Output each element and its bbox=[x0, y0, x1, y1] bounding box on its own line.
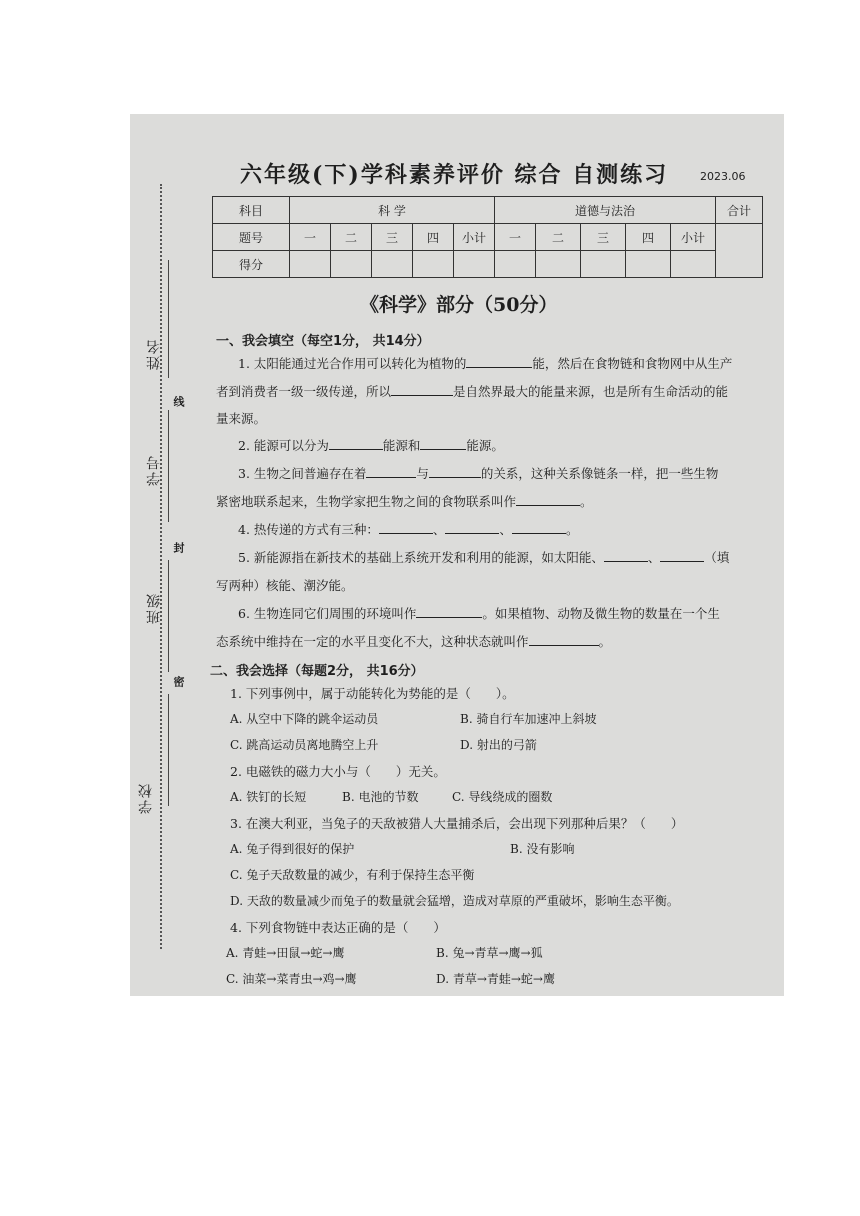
question-label-cell: 题号 bbox=[213, 224, 290, 251]
score-input-cell[interactable] bbox=[671, 251, 716, 278]
moral-q3-cell: 三 bbox=[581, 224, 626, 251]
option-a[interactable]: A. 铁钉的长短 bbox=[230, 790, 307, 804]
option-b[interactable]: B. 兔→青草→鹰→狐 bbox=[436, 946, 543, 960]
option-c[interactable]: C. 跳高运动员离地腾空上升 bbox=[230, 738, 379, 752]
question-1: 1. 太阳能通过光合作用可以转化为植物的 能，然后在食物链和食物网中从生产 bbox=[238, 356, 733, 371]
moral-q2-cell: 二 bbox=[536, 224, 581, 251]
choice-question-4: 4. 下列食物链中表达正确的是（ ） bbox=[230, 920, 446, 935]
seal-line-mark: 线 bbox=[172, 396, 185, 407]
choice-question-1: 1. 下列事例中，属于动能转化为势能的是（ ）。 bbox=[230, 686, 515, 701]
answer-blank[interactable] bbox=[660, 549, 704, 562]
question-3: 3. 生物之间普遍存在着 与 的关系，这种关系像链条一样，把一些生物 bbox=[238, 466, 719, 481]
moral-subtotal-cell: 小计 bbox=[671, 224, 716, 251]
school-field-line[interactable] bbox=[168, 694, 169, 806]
question-5: 5. 新能源指在新技术的基础上系统开发和利用的能源，如太阳能、 、 （填 bbox=[238, 550, 730, 565]
score-input-cell[interactable] bbox=[372, 251, 413, 278]
seal-feng-mark: 封 bbox=[172, 542, 185, 553]
science-cell: 科 学 bbox=[290, 197, 495, 224]
option-d[interactable]: D. 天敌的数量减少而兔子的数量就会猛增，造成对草原的严重破坏，影响生态平衡。 bbox=[230, 894, 679, 908]
question-6-cont: 态系统中维持在一定的水平且变化不大，这种状态就叫作 。 bbox=[216, 634, 612, 649]
question-1-cont: 者到消费者一级一级传递，所以 是自然界最大的能量来源，也是所有生命活动的能 bbox=[216, 384, 729, 399]
part1-heading: 一、我会填空（每空1分， 共14分） bbox=[216, 334, 430, 349]
question-4: 4. 热传递的方式有三种： 、 、 。 bbox=[238, 522, 579, 537]
option-b[interactable]: B. 电池的节数 bbox=[342, 790, 419, 804]
question-3-cont: 紧密地联系起来，生物学家把生物之间的食物联系叫作 。 bbox=[216, 494, 593, 509]
choice-question-2: 2. 电磁铁的磁力大小与（ ）无关。 bbox=[230, 764, 446, 779]
answer-blank[interactable] bbox=[416, 605, 482, 618]
sci-q3-cell: 三 bbox=[372, 224, 413, 251]
answer-blank[interactable] bbox=[466, 355, 532, 368]
answer-blank[interactable] bbox=[379, 521, 433, 534]
class-field-line[interactable] bbox=[168, 560, 169, 672]
seal-mi-mark: 密 bbox=[172, 676, 185, 687]
exam-title: 六年级(下)学科素养评价 综合 自测练习 bbox=[240, 162, 669, 188]
score-table-row bbox=[213, 251, 763, 278]
answer-blank[interactable] bbox=[366, 465, 416, 478]
score-input-cell[interactable] bbox=[581, 251, 626, 278]
option-c[interactable]: C. 兔子天敌数量的减少，有利于保持生态平衡 bbox=[230, 868, 475, 882]
question-2: 2. 能源可以分为 能源和 能源。 bbox=[238, 438, 504, 453]
school-label: 学校 bbox=[138, 782, 154, 814]
sci-q4-cell: 四 bbox=[413, 224, 454, 251]
name-field-line[interactable] bbox=[168, 260, 169, 378]
option-a[interactable]: A. 兔子得到很好的保护 bbox=[230, 842, 355, 856]
option-b[interactable]: B. 骑自行车加速冲上斜坡 bbox=[460, 712, 597, 726]
score-input-cell[interactable] bbox=[454, 251, 495, 278]
question-1-end: 量来源。 bbox=[216, 411, 267, 426]
choice-question-3: 3. 在澳大利亚，当兔子的天敌被猎人大量捕杀后，会出现下列那种后果？（ ） bbox=[230, 816, 684, 831]
question-5-cont: 写两种）核能、潮汐能。 bbox=[216, 578, 354, 593]
name-label: 姓名 bbox=[146, 338, 162, 370]
total-label-cell: 合计 bbox=[716, 197, 763, 224]
moral-cell: 道德与法治 bbox=[495, 197, 716, 224]
option-c[interactable]: C. 油菜→菜青虫→鸡→鹰 bbox=[226, 972, 357, 986]
option-b[interactable]: B. 没有影响 bbox=[510, 842, 575, 856]
id-label: 学号 bbox=[146, 454, 162, 486]
question-6: 6. 生物连同它们周围的环境叫作 。如果植物、动物及微生物的数量在一个生 bbox=[238, 606, 720, 621]
option-c[interactable]: C. 导线绕成的圈数 bbox=[452, 790, 553, 804]
answer-blank[interactable] bbox=[512, 521, 566, 534]
answer-blank[interactable] bbox=[516, 493, 580, 506]
sci-q2-cell: 二 bbox=[331, 224, 372, 251]
score-table bbox=[212, 196, 763, 278]
binding-dotted-line bbox=[160, 184, 162, 949]
answer-blank[interactable] bbox=[529, 633, 599, 646]
moral-q4-cell: 四 bbox=[626, 224, 671, 251]
score-input-cell[interactable] bbox=[290, 251, 331, 278]
score-label-cell: 得分 bbox=[213, 251, 290, 278]
section-title: 《科学》部分（50分） bbox=[360, 294, 558, 316]
score-table-row bbox=[213, 224, 763, 251]
score-input-cell[interactable] bbox=[331, 251, 372, 278]
score-input-cell[interactable] bbox=[413, 251, 454, 278]
answer-blank[interactable] bbox=[329, 437, 383, 450]
moral-q1-cell: 一 bbox=[495, 224, 536, 251]
score-table-row bbox=[213, 197, 763, 224]
answer-blank[interactable] bbox=[391, 383, 453, 396]
id-field-line[interactable] bbox=[168, 410, 169, 522]
exam-sheet bbox=[130, 114, 784, 996]
option-d[interactable]: D. 射出的弓箭 bbox=[460, 738, 537, 752]
answer-blank[interactable] bbox=[420, 437, 466, 450]
total-score-cell[interactable] bbox=[716, 224, 763, 278]
score-input-cell[interactable] bbox=[626, 251, 671, 278]
subject-label-cell: 科目 bbox=[213, 197, 290, 224]
sci-subtotal-cell: 小计 bbox=[454, 224, 495, 251]
answer-blank[interactable] bbox=[429, 465, 481, 478]
class-label: 班级 bbox=[146, 592, 162, 624]
answer-blank[interactable] bbox=[445, 521, 499, 534]
score-input-cell[interactable] bbox=[536, 251, 581, 278]
option-a[interactable]: A. 青蛙→田鼠→蛇→鹰 bbox=[226, 946, 345, 960]
sci-q1-cell: 一 bbox=[290, 224, 331, 251]
option-a[interactable]: A. 从空中下降的跳伞运动员 bbox=[230, 712, 379, 726]
part2-heading: 二、我会选择（每题2分， 共16分） bbox=[210, 664, 424, 679]
score-input-cell[interactable] bbox=[495, 251, 536, 278]
exam-date: 2023.06 bbox=[700, 170, 746, 183]
answer-blank[interactable] bbox=[604, 549, 648, 562]
option-d[interactable]: D. 青草→青蛙→蛇→鹰 bbox=[436, 972, 555, 986]
